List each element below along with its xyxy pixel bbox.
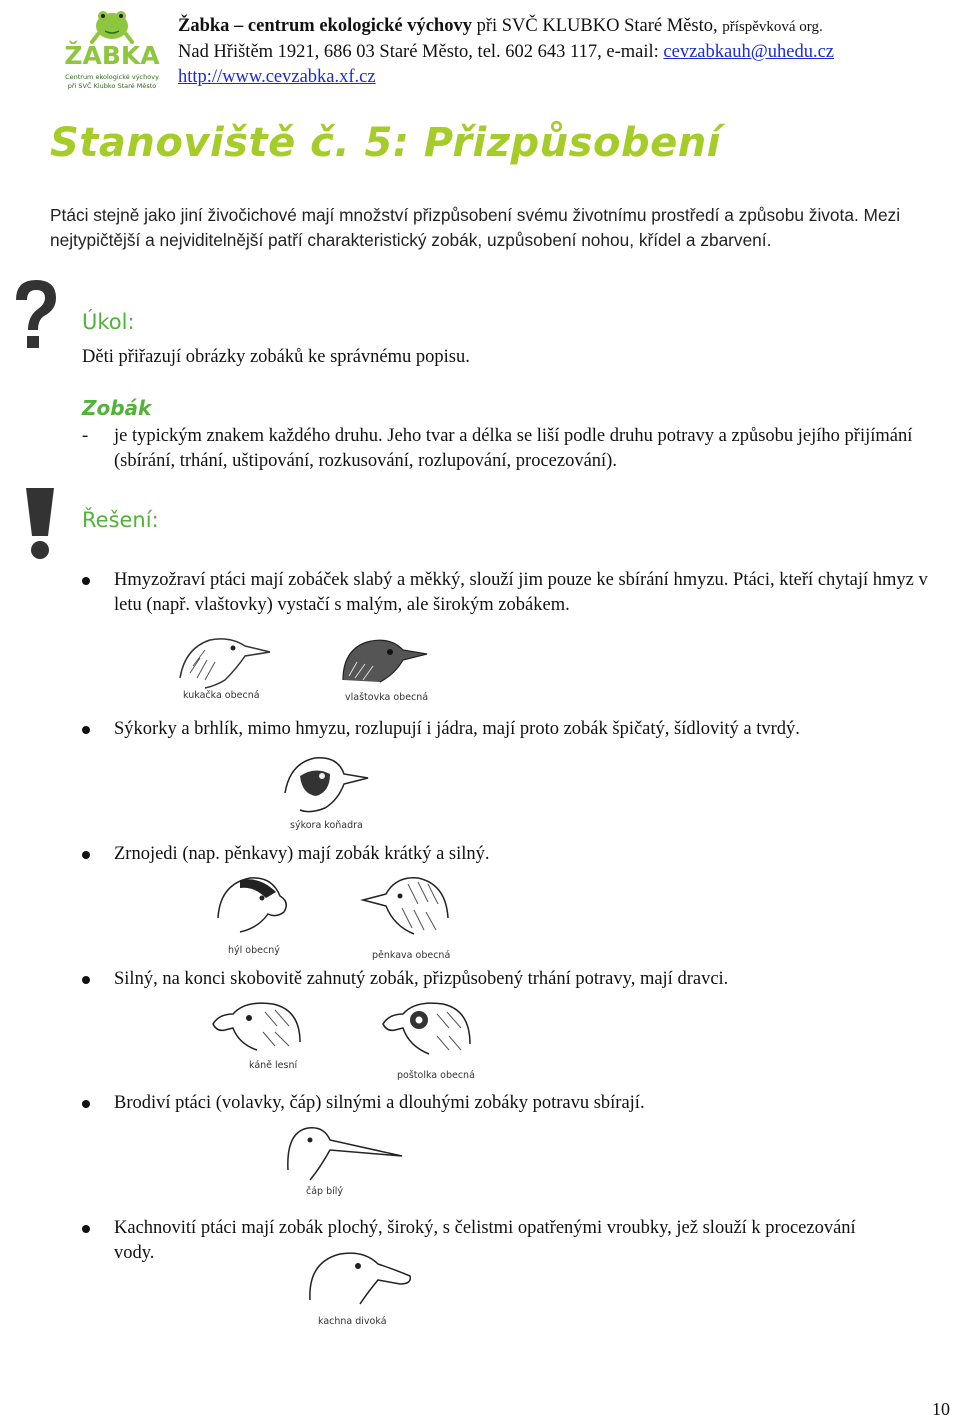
bullet-icon — [82, 1225, 90, 1233]
image-caption: sýkora koňadra — [290, 820, 363, 831]
image-caption: vlaštovka obecná — [345, 692, 429, 703]
bullet-icon — [82, 976, 90, 984]
page-number: 10 — [932, 1399, 950, 1419]
stork-head-illustration — [280, 1120, 410, 1200]
solution-item — [82, 967, 942, 992]
letterhead — [178, 14, 953, 90]
solution-item — [82, 717, 942, 742]
solution-item-text: Brodiví ptáci (volavky, čáp) silnými a dlouhými zobáky potravu sbírají. — [114, 1093, 645, 1113]
bullet-icon — [82, 851, 90, 859]
solution-item-text: Hmyzožraví ptáci mají zobáček slabý a měkký, slouží jim pouze ke sbírání hmyzu. Ptáci, kteří chytají hmyz v letu (např. vlaštovky) vystačí s malým, ale širokým zobákem. — [114, 570, 928, 615]
image-caption: hýl obecný — [228, 945, 280, 956]
buzzard-head-illustration — [205, 992, 315, 1072]
cuckoo-head-illustration — [175, 628, 280, 703]
address: Nad Hřištěm 1921, 686 03 Staré Město, tel. 602 643 117, e-mail: — [178, 42, 664, 62]
bullet-icon — [82, 1100, 90, 1108]
solution-item-text: Zrnojedi (nap. pěnkavy) mají zobák krátký a silný. — [114, 844, 490, 864]
logo-text: ŽABKA — [64, 41, 160, 70]
solution-item — [82, 842, 942, 867]
great-tit-head-illustration — [280, 748, 380, 833]
beak-text: je typickým znakem každého druhu. Jeho tvar a délka se liší podle druhu potravy a způsobu jejího přijímání (sbírání, trhání, uštipování, rozkusování, rozlupování, procezování). — [114, 426, 913, 471]
frog-icon — [92, 11, 132, 42]
web-line — [178, 65, 953, 90]
bullet-icon — [82, 577, 90, 585]
org-line — [178, 14, 953, 40]
logo-subtitle-1: Centrum ekologické výchovy — [65, 73, 159, 81]
intro-paragraph: Ptáci stejně jako jiní živočichové mají množství přizpůsobení svému životnímu prostředí a způsobu života. Mezi nejtypičtější a nejviditelnější patří charakteristický zobák, uzpůsobení nohou, křídel a zbarvení. — [50, 205, 901, 250]
org-name-rest: při SVČ KLUBKO Staré Město, — [471, 16, 723, 36]
web-link[interactable]: http://www.cevzabka.xf.cz — [178, 67, 376, 87]
task-heading: Úkol: — [82, 310, 135, 334]
email-link[interactable]: cevzabkauh@uhedu.cz — [663, 42, 834, 62]
bullfinch-head-illustration — [210, 868, 320, 958]
beak-heading: Zobák — [82, 396, 152, 420]
question-mark-icon — [8, 276, 62, 358]
kestrel-head-illustration — [375, 992, 485, 1082]
task-text: Děti přiřazují obrázky zobáků ke správnému popisu. — [82, 347, 470, 367]
page-title: Stanoviště č. 5: Přizpůsobení — [50, 120, 721, 166]
org-name: Žabka – centrum ekologické výchovy — [178, 16, 472, 36]
logo-subtitle-2: při SVČ Klubko Staré Město — [67, 82, 157, 90]
mallard-head-illustration — [300, 1240, 420, 1330]
image-caption: kachna divoká — [318, 1316, 387, 1327]
solution-item-text: Sýkorky a brhlík, mimo hmyzu, rozlupují i jádra, mají proto zobák špičatý, šídlovitý a tvrdý. — [114, 719, 800, 739]
solution-item — [82, 1216, 942, 1266]
image-caption: kukačka obecná — [183, 690, 260, 701]
exclamation-mark-icon — [20, 484, 60, 562]
solution-heading: Řešení: — [82, 508, 159, 532]
image-caption: pěnkava obecná — [372, 950, 451, 961]
address-line — [178, 40, 953, 65]
zabka-logo — [62, 4, 162, 96]
beak-dash: - — [82, 426, 89, 446]
solution-item-text: Kachnovití ptáci mají zobák plochý, široký, s čelistmi opatřenými vroubky, jež slouží k procezování vody. — [114, 1218, 856, 1263]
image-caption: poštolka obecná — [397, 1070, 475, 1081]
swallow-head-illustration — [335, 628, 440, 703]
solution-item-text: Silný, na konci skobovitě zahnutý zobák, přizpůsobený trhání potravy, mají dravci. — [114, 969, 729, 989]
beak-definition — [82, 424, 952, 474]
org-type: příspěvková org. — [722, 19, 823, 35]
image-caption: čáp bílý — [306, 1186, 344, 1197]
chaffinch-head-illustration — [358, 868, 468, 963]
bullet-icon — [82, 726, 90, 734]
image-caption: káně lesní — [249, 1060, 298, 1071]
solution-item — [82, 568, 942, 618]
solution-item — [82, 1091, 942, 1116]
